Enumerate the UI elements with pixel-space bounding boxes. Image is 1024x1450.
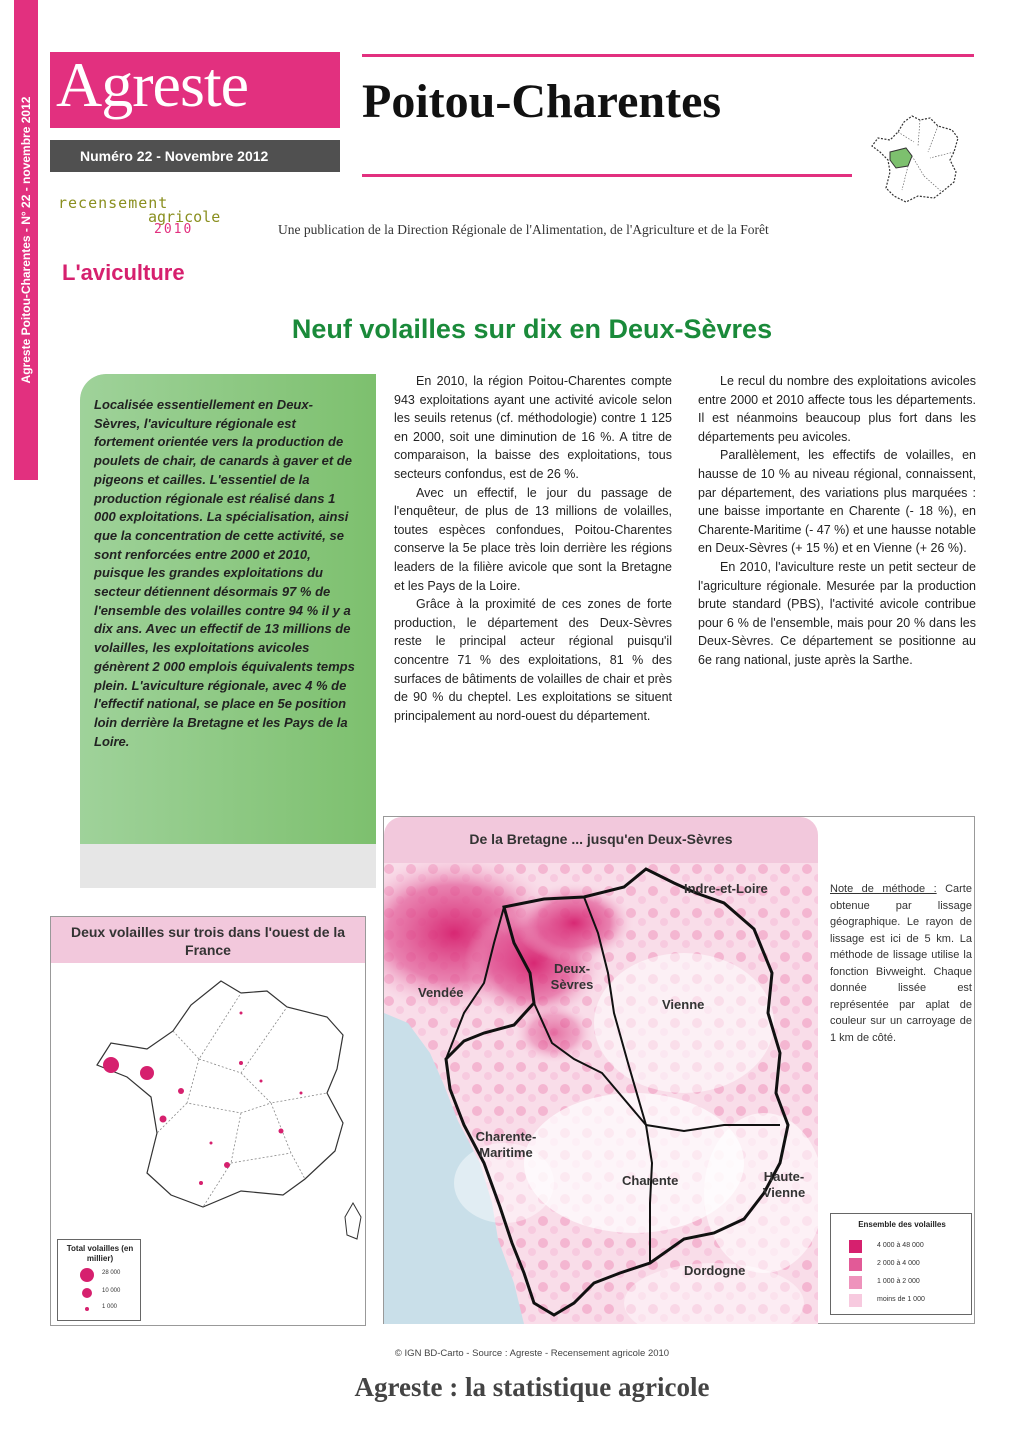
label-vienne: Vienne	[662, 997, 705, 1012]
legend-dot-small	[85, 1307, 89, 1311]
paragraph: Avec un effectif, le jour du passage de l'enquêteur, de plus de 13 millions de volailles, toutes espèces confondues, Poitou-Charentes conserve la 5e place très loin derrière les régions leaders de la filière avicole que sont la Bretagne et les Pays de la Loire.	[394, 485, 672, 593]
density-map	[384, 863, 818, 1324]
france-map-title: Deux volailles sur trois dans l'ouest de la France	[70, 924, 346, 958]
france-map	[91, 973, 371, 1263]
density-map-svg	[384, 863, 818, 1324]
map-title: De la Bretagne ... jusqu'en Deux-Sèvres	[469, 831, 733, 847]
issue-text: Numéro 22 - Novembre 2012	[80, 148, 269, 164]
section-title: L'aviculture	[62, 260, 185, 285]
side-strip	[14, 0, 38, 480]
legend-swatch	[849, 1240, 862, 1253]
paragraph: En 2010, la région Poitou-Charentes compte 943 exploitations ayant une activité avicole selon les seuils retenus (cf. méthodologie) contre 1 125 en 2000, soit une diminution de 16 %. A titre de comparaison, la baisse des exploitations, tous secteurs confondus, est de 26 %.	[394, 374, 672, 481]
france-locator-map-icon	[868, 112, 964, 208]
census-logo-line-3: 2010	[154, 222, 194, 237]
summary-box	[80, 374, 376, 888]
legend-item	[58, 1286, 142, 1300]
paragraph: En 2010, l'aviculture reste un petit secteur de l'agriculture régionale. Mesurée par la production brute standard (PBS), l'activité avicole contribue pour 6 % de l'ensemble, mais pour 20 % dans les Deux-Sèvres. Ce département se positionne au 6e rang national, juste après la Sarthe.	[698, 559, 976, 667]
label-haute-vienne: Haute-Vienne	[762, 1169, 806, 1200]
france-map-box	[50, 916, 366, 1326]
legend-item	[849, 1294, 969, 1308]
legend-label: 1 000 à 2 000	[877, 1278, 920, 1285]
label-charente-maritime: Charente-Maritime	[475, 1129, 537, 1160]
legend-item	[849, 1258, 969, 1272]
footer-tagline: Agreste : la statistique agricole	[354, 1372, 710, 1402]
logo-text: Agreste	[56, 49, 249, 120]
legend-dot-medium	[82, 1288, 92, 1298]
legend-label: 28 000	[102, 1270, 121, 1276]
census-logo	[58, 192, 238, 242]
legend-label: 10 000	[102, 1288, 121, 1294]
publisher-line: Une publication de la Direction Régionale de l'Alimentation, de l'Agriculture et de la Forêt	[278, 222, 769, 237]
census-logo-line-1: recensement	[58, 194, 169, 212]
legend-label: 4 000 à 48 000	[877, 1242, 924, 1249]
issue-bar	[50, 140, 340, 172]
legend-swatch	[849, 1294, 862, 1307]
legend-swatch	[849, 1258, 862, 1271]
census-logo-line-2: agricole	[148, 208, 221, 226]
label-deux-sevres: Deux-Sèvres	[550, 961, 594, 992]
france-map-legend	[57, 1239, 141, 1321]
legend-label: moins de 1 000	[877, 1296, 925, 1303]
label-charente: Charente	[622, 1173, 679, 1188]
legend-title: Total volailles (en millier)	[66, 1244, 134, 1263]
region-title: Poitou-Charentes	[362, 75, 722, 128]
legend-item	[58, 1302, 142, 1316]
paragraph: Le recul du nombre des exploitations avicoles entre 2000 et 2010 affecte tous les départements. Il est néanmoins beaucoup plus fort dans les départements peu avicoles.	[698, 374, 976, 444]
agreste-logo	[50, 49, 340, 128]
method-note-text: Carte obtenue par lissage géographique. Le rayon de lissage est ici de 5 km. La méthode de lissage utilise la fonction Bivweight. Chaque donnée lissée est représentée par aplat de couleur sur un carroyage de 1 km de côté.	[830, 883, 972, 1044]
side-strip-text: Agreste Poitou-Charentes - N° 22 - novembre 2012	[19, 96, 33, 384]
body-column-2	[698, 372, 976, 670]
label-vendee: Vendée	[418, 985, 464, 1000]
legend-dot-large	[80, 1268, 94, 1282]
method-note-title: Note de méthode :	[830, 883, 937, 895]
paragraph: Parallèlement, les effectifs de volailles, en hausse de 10 % au niveau régional, connaissent, par département, des variations plus marquées : une baisse importante en Charente (- 18 %), en Charente-Maritime (- 47 %) et une hausse notable en Deux-Sèvres (+ 15 %) et en Vienne (+ 26 %).	[698, 448, 976, 556]
legend-label: 2 000 à 4 000	[877, 1260, 920, 1267]
source-line: © IGN BD-Carto - Source : Agreste - Recensement agricole 2010	[394, 1348, 670, 1359]
legend-label: 1 000	[102, 1304, 118, 1310]
density-map-legend	[830, 1213, 972, 1315]
header-top-rule	[362, 54, 974, 57]
paragraph: Grâce à la proximité de ces zones de forte production, le département des Deux-Sèvres reste le principal acteur régional puisqu'il concentre 71 % des exploitations, 81 % des surfaces de bâtiments de volailles de chair et près de 90 % du cheptel. Les exploitations se situent principalement au nord-ouest du département.	[394, 597, 672, 723]
legend-swatch	[849, 1276, 862, 1289]
main-title: Neuf volailles sur dix en Deux-Sèvres	[291, 314, 773, 344]
legend-title: Ensemble des volailles	[858, 1220, 946, 1229]
legend-item	[849, 1276, 969, 1290]
body-column-1	[394, 372, 672, 725]
method-note	[830, 881, 972, 1046]
header-bottom-rule	[362, 174, 852, 177]
legend-item	[58, 1268, 142, 1282]
legend-item	[849, 1240, 969, 1254]
label-indre-et-loire: Indre-et-Loire	[684, 881, 768, 896]
summary-text: Localisée essentiellement en Deux-Sèvres, l'aviculture régionale est fortement orientée vers la production de poulets de chair, de canards à gaver et de pigeons et cailles. L'essentiel de la production régionale est réalisé dans 1 000 exploitations. La spécialisation, ainsi que la concentration de cette activité, se sont renforcées entre 2000 et 2010, puisque les grandes exploitations du secteur détiennent désormais 97 % de l'ensemble des volailles contre 94 % il y a dix ans. Avec un effectif de 13 millions de volailles, les exploitations avicoles génèrent 2 000 emplois équivalents temps plein. L'aviculture régionale, avec 4 % de l'effectif national, se place en 5e position loin derrière la Bretagne et les Pays de la Loire.	[94, 397, 355, 749]
label-dordogne: Dordogne	[684, 1263, 746, 1278]
poultry-density-map-box	[383, 816, 975, 1324]
